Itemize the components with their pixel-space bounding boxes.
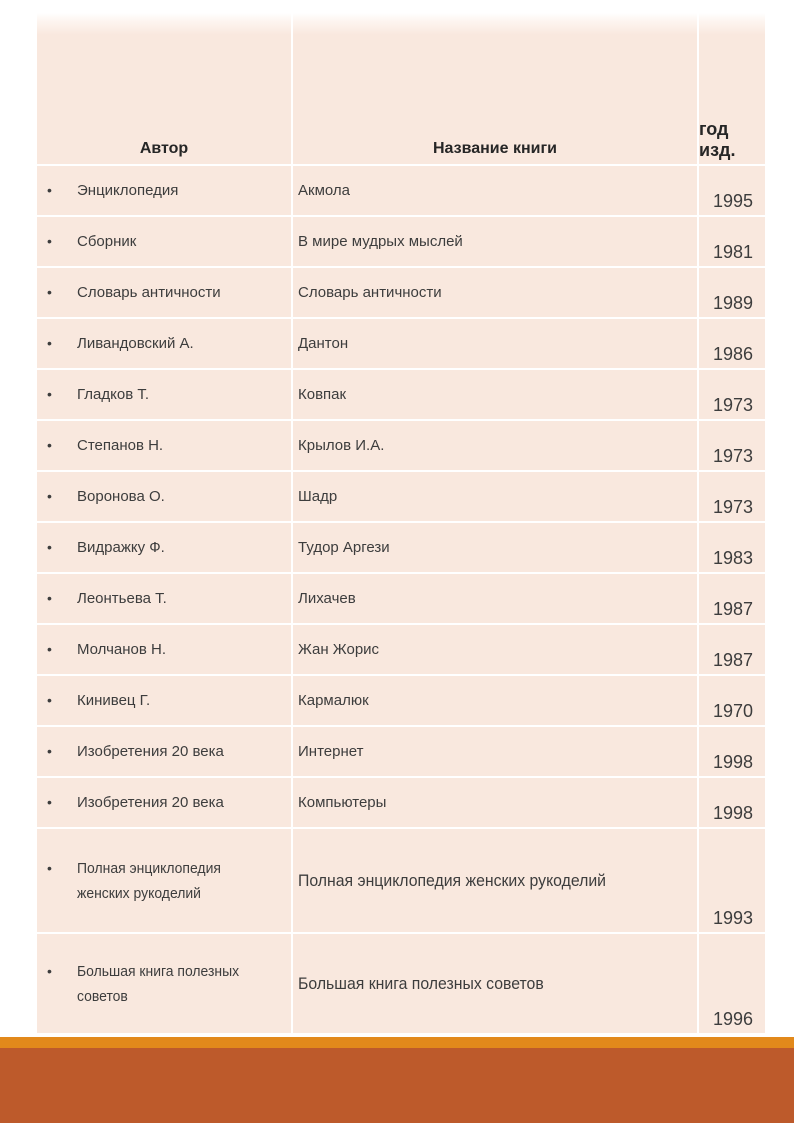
author-cell bbox=[37, 727, 291, 776]
year-cell bbox=[699, 523, 765, 572]
year-cell bbox=[699, 676, 765, 725]
year-text: 1973 bbox=[712, 497, 753, 517]
author-text: Изобретения 20 века bbox=[77, 743, 224, 760]
author-cell bbox=[37, 625, 291, 674]
bullet-icon: • bbox=[47, 539, 52, 555]
header-title-label: Название книги bbox=[433, 140, 557, 157]
author-text: Леонтьева Т. bbox=[77, 590, 167, 607]
author-text: Словарь античности bbox=[77, 284, 221, 301]
title-text: Дантон bbox=[298, 335, 349, 352]
header-author-label: Автор bbox=[139, 140, 189, 157]
bullet-icon: • bbox=[47, 962, 52, 979]
year-text: 1998 bbox=[712, 803, 753, 823]
bullet-icon: • bbox=[47, 335, 52, 351]
author-text: Кинивец Г. bbox=[77, 692, 151, 709]
title-text: Компьютеры bbox=[298, 794, 387, 811]
year-cell bbox=[699, 574, 765, 623]
title-cell bbox=[293, 727, 697, 776]
author-cell bbox=[37, 676, 291, 725]
title-text: В мире мудрых мыслей bbox=[298, 233, 463, 250]
author-cell bbox=[37, 166, 291, 215]
year-text: 1981 bbox=[712, 242, 753, 262]
title-text: Акмола bbox=[298, 182, 350, 199]
author-text: Сборник bbox=[77, 233, 137, 250]
author-cell bbox=[37, 268, 291, 317]
bullet-icon: • bbox=[47, 590, 52, 606]
author-cell bbox=[37, 421, 291, 470]
year-text: 1989 bbox=[712, 293, 753, 313]
author-text: Молчанов Н. bbox=[77, 641, 167, 658]
author-cell bbox=[37, 829, 291, 932]
title-text: Шадр bbox=[298, 488, 338, 505]
title-text: Полная энциклопедия женских рукоделий bbox=[298, 871, 607, 890]
bullet-icon: • bbox=[47, 641, 52, 657]
author-text: Большая книга полезных советов bbox=[77, 962, 240, 1005]
year-text: 1973 bbox=[712, 446, 753, 466]
title-text: Интернет bbox=[298, 743, 364, 760]
header-cell-title bbox=[293, 13, 697, 164]
year-text: 1987 bbox=[712, 650, 753, 670]
title-text: Большая книга полезных советов bbox=[298, 974, 544, 993]
bullet-icon: • bbox=[47, 284, 52, 300]
title-cell bbox=[293, 166, 697, 215]
title-cell bbox=[293, 934, 697, 1033]
author-cell bbox=[37, 523, 291, 572]
bullet-icon: • bbox=[47, 386, 52, 402]
title-cell bbox=[293, 829, 697, 932]
author-cell bbox=[37, 574, 291, 623]
bullet-icon: • bbox=[47, 182, 52, 198]
year-text: 1983 bbox=[712, 548, 753, 568]
bullet-icon: • bbox=[47, 437, 52, 453]
title-text: Словарь античности bbox=[298, 284, 442, 301]
footer-bar bbox=[0, 1048, 794, 1123]
year-cell bbox=[699, 727, 765, 776]
title-cell bbox=[293, 778, 697, 827]
year-cell bbox=[699, 934, 765, 1033]
author-text: Гладков Т. bbox=[77, 386, 150, 403]
title-cell bbox=[293, 268, 697, 317]
author-text: Изобретения 20 века bbox=[77, 794, 224, 811]
year-cell bbox=[699, 472, 765, 521]
author-text: Полная энциклопедия женских рукоделий bbox=[77, 859, 221, 902]
title-cell bbox=[293, 472, 697, 521]
header-year-label: год изд. bbox=[699, 119, 736, 160]
author-cell bbox=[37, 472, 291, 521]
author-cell bbox=[37, 217, 291, 266]
header-cell-year bbox=[699, 13, 765, 164]
title-cell bbox=[293, 523, 697, 572]
author-cell bbox=[37, 934, 291, 1033]
title-cell bbox=[293, 217, 697, 266]
books-table bbox=[37, 13, 765, 1033]
author-text: Энциклопедия bbox=[77, 182, 179, 199]
title-text: Тудор Аргези bbox=[298, 539, 390, 556]
year-cell bbox=[699, 319, 765, 368]
year-cell bbox=[699, 421, 765, 470]
author-text: Воронова О. bbox=[77, 488, 165, 505]
title-text: Крылов И.А. bbox=[298, 437, 385, 454]
author-text: Степанов Н. bbox=[77, 437, 164, 454]
year-cell bbox=[699, 778, 765, 827]
year-text: 1993 bbox=[712, 908, 753, 928]
year-text: 1998 bbox=[712, 752, 753, 772]
author-text: Видражку Ф. bbox=[77, 539, 165, 556]
title-cell bbox=[293, 421, 697, 470]
author-cell bbox=[37, 370, 291, 419]
bullet-icon: • bbox=[47, 743, 52, 759]
year-cell bbox=[699, 370, 765, 419]
title-text: Кармалюк bbox=[298, 692, 369, 709]
author-cell bbox=[37, 778, 291, 827]
bullet-icon: • bbox=[47, 859, 52, 876]
bullet-icon: • bbox=[47, 488, 52, 504]
title-cell bbox=[293, 625, 697, 674]
year-cell bbox=[699, 829, 765, 932]
year-text: 1970 bbox=[712, 701, 753, 721]
title-text: Лихачев bbox=[298, 590, 356, 607]
year-cell bbox=[699, 166, 765, 215]
year-cell bbox=[699, 625, 765, 674]
year-text: 1995 bbox=[712, 191, 753, 211]
year-cell bbox=[699, 217, 765, 266]
title-cell bbox=[293, 676, 697, 725]
title-text: Жан Жорис bbox=[298, 641, 380, 658]
year-text: 1986 bbox=[712, 344, 753, 364]
year-text: 1973 bbox=[712, 395, 753, 415]
author-cell bbox=[37, 319, 291, 368]
year-text: 1987 bbox=[712, 599, 753, 619]
title-cell bbox=[293, 370, 697, 419]
title-cell bbox=[293, 319, 697, 368]
author-text: Ливандовский А. bbox=[77, 335, 194, 352]
bullet-icon: • bbox=[47, 794, 52, 810]
bullet-icon: • bbox=[47, 233, 52, 249]
footer-accent-strip bbox=[0, 1037, 794, 1048]
year-cell bbox=[699, 268, 765, 317]
year-text: 1996 bbox=[712, 1009, 753, 1029]
title-text: Ковпак bbox=[298, 386, 347, 403]
header-cell-author bbox=[37, 13, 291, 164]
bullet-icon: • bbox=[47, 692, 52, 708]
title-cell bbox=[293, 574, 697, 623]
